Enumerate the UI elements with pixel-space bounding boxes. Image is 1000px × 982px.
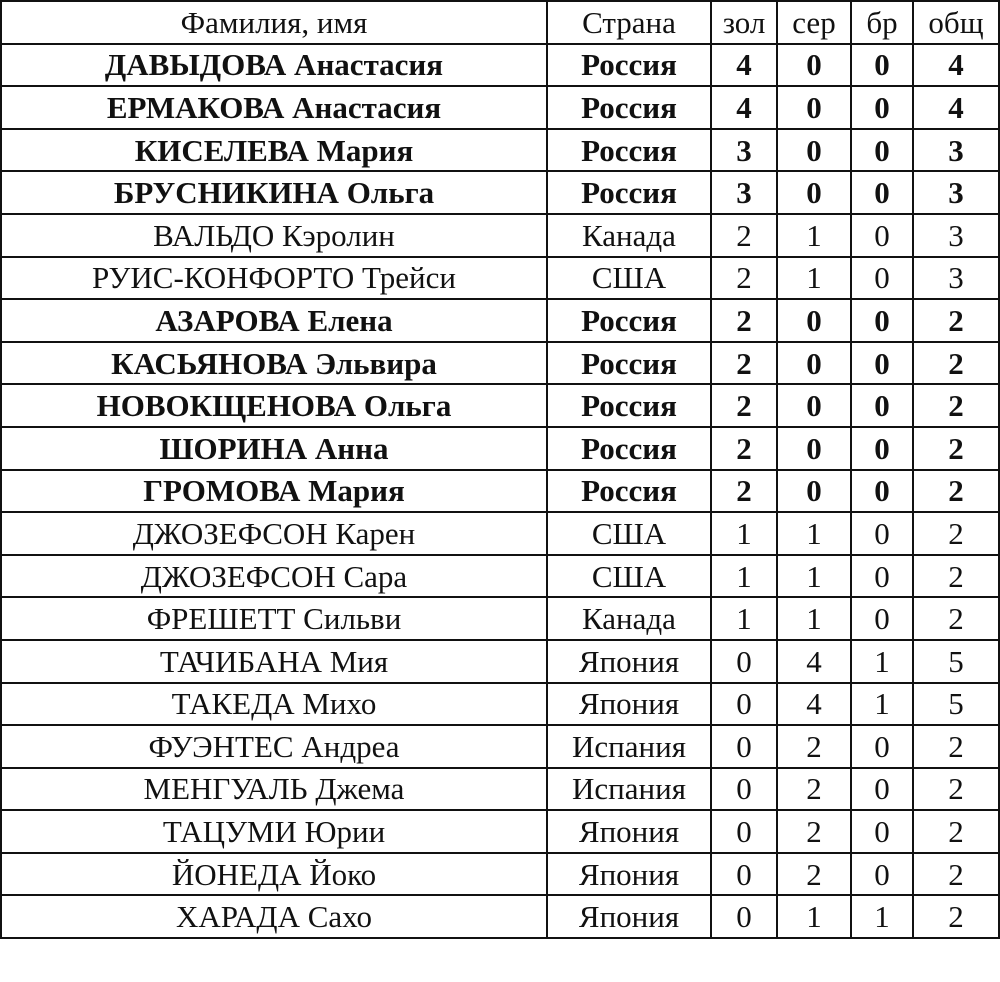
country-cell: Канада: [547, 597, 711, 640]
bronze-count-cell: 0: [851, 214, 913, 257]
gold-count-cell: 2: [711, 257, 777, 300]
silver-count-cell: 2: [777, 853, 851, 896]
bronze-count-cell: 1: [851, 683, 913, 726]
athlete-name-cell: МЕНГУАЛЬ Джема: [1, 768, 547, 811]
total-count-cell: 3: [913, 129, 999, 172]
athlete-name-cell: ФРЕШЕТТ Сильви: [1, 597, 547, 640]
total-count-cell: 2: [913, 853, 999, 896]
gold-count-cell: 0: [711, 768, 777, 811]
table-row: [1, 810, 999, 853]
bronze-count-cell: 0: [851, 342, 913, 385]
bronze-count-cell: 1: [851, 640, 913, 683]
silver-count-cell: 1: [777, 214, 851, 257]
athlete-name-cell: ТАКЕДА Михо: [1, 683, 547, 726]
country-cell: Россия: [547, 342, 711, 385]
athlete-name-cell: ГРОМОВА Мария: [1, 470, 547, 513]
country-cell: Канада: [547, 214, 711, 257]
country-cell: США: [547, 257, 711, 300]
silver-count-cell: 0: [777, 171, 851, 214]
country-cell: Япония: [547, 853, 711, 896]
header-name: Фамилия, имя: [1, 1, 547, 44]
silver-count-cell: 4: [777, 640, 851, 683]
bronze-count-cell: 0: [851, 86, 913, 129]
header-row: [1, 1, 999, 44]
table-row: [1, 512, 999, 555]
country-cell: Россия: [547, 299, 711, 342]
athlete-name-cell: ФУЭНТЕС Андреа: [1, 725, 547, 768]
gold-count-cell: 1: [711, 597, 777, 640]
athlete-name-cell: ТАЦУМИ Юрии: [1, 810, 547, 853]
table-row: [1, 171, 999, 214]
athlete-name-cell: ВАЛЬДО Кэролин: [1, 214, 547, 257]
bronze-count-cell: 0: [851, 129, 913, 172]
athlete-name-cell: ДЖОЗЕФСОН Сара: [1, 555, 547, 598]
header-total: общ: [913, 1, 999, 44]
total-count-cell: 2: [913, 427, 999, 470]
silver-count-cell: 0: [777, 129, 851, 172]
silver-count-cell: 1: [777, 895, 851, 938]
country-cell: Россия: [547, 86, 711, 129]
athlete-name-cell: КАСЬЯНОВА Эльвира: [1, 342, 547, 385]
gold-count-cell: 2: [711, 427, 777, 470]
bronze-count-cell: 0: [851, 44, 913, 87]
bronze-count-cell: 0: [851, 853, 913, 896]
table-row: [1, 683, 999, 726]
total-count-cell: 2: [913, 555, 999, 598]
athlete-name-cell: ДАВЫДОВА Анастасия: [1, 44, 547, 87]
table-row: [1, 86, 999, 129]
gold-count-cell: 0: [711, 810, 777, 853]
country-cell: Япония: [547, 683, 711, 726]
athlete-name-cell: КИСЕЛЕВА Мария: [1, 129, 547, 172]
table-row: [1, 342, 999, 385]
total-count-cell: 2: [913, 725, 999, 768]
header-silver: сер: [777, 1, 851, 44]
bronze-count-cell: 0: [851, 555, 913, 598]
country-cell: Россия: [547, 129, 711, 172]
header-gold: зол: [711, 1, 777, 44]
gold-count-cell: 2: [711, 214, 777, 257]
silver-count-cell: 2: [777, 725, 851, 768]
bronze-count-cell: 0: [851, 512, 913, 555]
silver-count-cell: 1: [777, 555, 851, 598]
country-cell: Россия: [547, 171, 711, 214]
silver-count-cell: 1: [777, 257, 851, 300]
gold-count-cell: 0: [711, 895, 777, 938]
silver-count-cell: 0: [777, 44, 851, 87]
gold-count-cell: 2: [711, 470, 777, 513]
total-count-cell: 2: [913, 768, 999, 811]
bronze-count-cell: 0: [851, 257, 913, 300]
bronze-count-cell: 1: [851, 895, 913, 938]
table-row: [1, 640, 999, 683]
table-row: [1, 44, 999, 87]
gold-count-cell: 2: [711, 299, 777, 342]
gold-count-cell: 0: [711, 853, 777, 896]
total-count-cell: 5: [913, 683, 999, 726]
gold-count-cell: 0: [711, 640, 777, 683]
table-row: [1, 725, 999, 768]
table-row: [1, 853, 999, 896]
athlete-name-cell: НОВОКЩЕНОВА Ольга: [1, 384, 547, 427]
bronze-count-cell: 0: [851, 299, 913, 342]
gold-count-cell: 3: [711, 129, 777, 172]
silver-count-cell: 0: [777, 427, 851, 470]
table-row: [1, 384, 999, 427]
athlete-name-cell: АЗАРОВА Елена: [1, 299, 547, 342]
athlete-name-cell: ЙОНЕДА Йоко: [1, 853, 547, 896]
total-count-cell: 2: [913, 597, 999, 640]
total-count-cell: 5: [913, 640, 999, 683]
silver-count-cell: 0: [777, 86, 851, 129]
gold-count-cell: 1: [711, 555, 777, 598]
table-row: [1, 895, 999, 938]
bronze-count-cell: 0: [851, 768, 913, 811]
bronze-count-cell: 0: [851, 725, 913, 768]
silver-count-cell: 4: [777, 683, 851, 726]
table-row: [1, 257, 999, 300]
gold-count-cell: 0: [711, 683, 777, 726]
silver-count-cell: 2: [777, 810, 851, 853]
athlete-name-cell: ДЖОЗЕФСОН Карен: [1, 512, 547, 555]
country-cell: Япония: [547, 895, 711, 938]
athlete-name-cell: РУИС-КОНФОРТО Трейси: [1, 257, 547, 300]
silver-count-cell: 0: [777, 299, 851, 342]
gold-count-cell: 2: [711, 342, 777, 385]
country-cell: Россия: [547, 427, 711, 470]
total-count-cell: 2: [913, 384, 999, 427]
country-cell: Испания: [547, 768, 711, 811]
country-cell: Япония: [547, 810, 711, 853]
athlete-name-cell: ЕРМАКОВА Анастасия: [1, 86, 547, 129]
total-count-cell: 2: [913, 470, 999, 513]
total-count-cell: 4: [913, 44, 999, 87]
bronze-count-cell: 0: [851, 427, 913, 470]
athlete-name-cell: ТАЧИБАНА Мия: [1, 640, 547, 683]
silver-count-cell: 1: [777, 597, 851, 640]
header-bronze: бр: [851, 1, 913, 44]
silver-count-cell: 1: [777, 512, 851, 555]
bronze-count-cell: 0: [851, 597, 913, 640]
medal-table-body: [1, 44, 999, 938]
total-count-cell: 3: [913, 257, 999, 300]
table-row: [1, 555, 999, 598]
silver-count-cell: 0: [777, 342, 851, 385]
country-cell: США: [547, 555, 711, 598]
total-count-cell: 2: [913, 810, 999, 853]
table-row: [1, 299, 999, 342]
table-row: [1, 129, 999, 172]
table-row: [1, 427, 999, 470]
gold-count-cell: 4: [711, 86, 777, 129]
total-count-cell: 2: [913, 895, 999, 938]
country-cell: Россия: [547, 384, 711, 427]
total-count-cell: 3: [913, 171, 999, 214]
total-count-cell: 2: [913, 512, 999, 555]
total-count-cell: 2: [913, 299, 999, 342]
silver-count-cell: 0: [777, 470, 851, 513]
total-count-cell: 3: [913, 214, 999, 257]
total-count-cell: 2: [913, 342, 999, 385]
silver-count-cell: 0: [777, 384, 851, 427]
country-cell: США: [547, 512, 711, 555]
country-cell: Япония: [547, 640, 711, 683]
table-row: [1, 470, 999, 513]
athlete-name-cell: БРУСНИКИНА Ольга: [1, 171, 547, 214]
athlete-name-cell: ШОРИНА Анна: [1, 427, 547, 470]
gold-count-cell: 1: [711, 512, 777, 555]
country-cell: Испания: [547, 725, 711, 768]
table-row: [1, 768, 999, 811]
country-cell: Россия: [547, 44, 711, 87]
gold-count-cell: 0: [711, 725, 777, 768]
gold-count-cell: 2: [711, 384, 777, 427]
table-row: [1, 214, 999, 257]
bronze-count-cell: 0: [851, 171, 913, 214]
bronze-count-cell: 0: [851, 384, 913, 427]
athlete-name-cell: ХАРАДА Сахо: [1, 895, 547, 938]
silver-count-cell: 2: [777, 768, 851, 811]
gold-count-cell: 3: [711, 171, 777, 214]
bronze-count-cell: 0: [851, 810, 913, 853]
table-row: [1, 597, 999, 640]
bronze-count-cell: 0: [851, 470, 913, 513]
gold-count-cell: 4: [711, 44, 777, 87]
total-count-cell: 4: [913, 86, 999, 129]
country-cell: Россия: [547, 470, 711, 513]
header-country: Страна: [547, 1, 711, 44]
